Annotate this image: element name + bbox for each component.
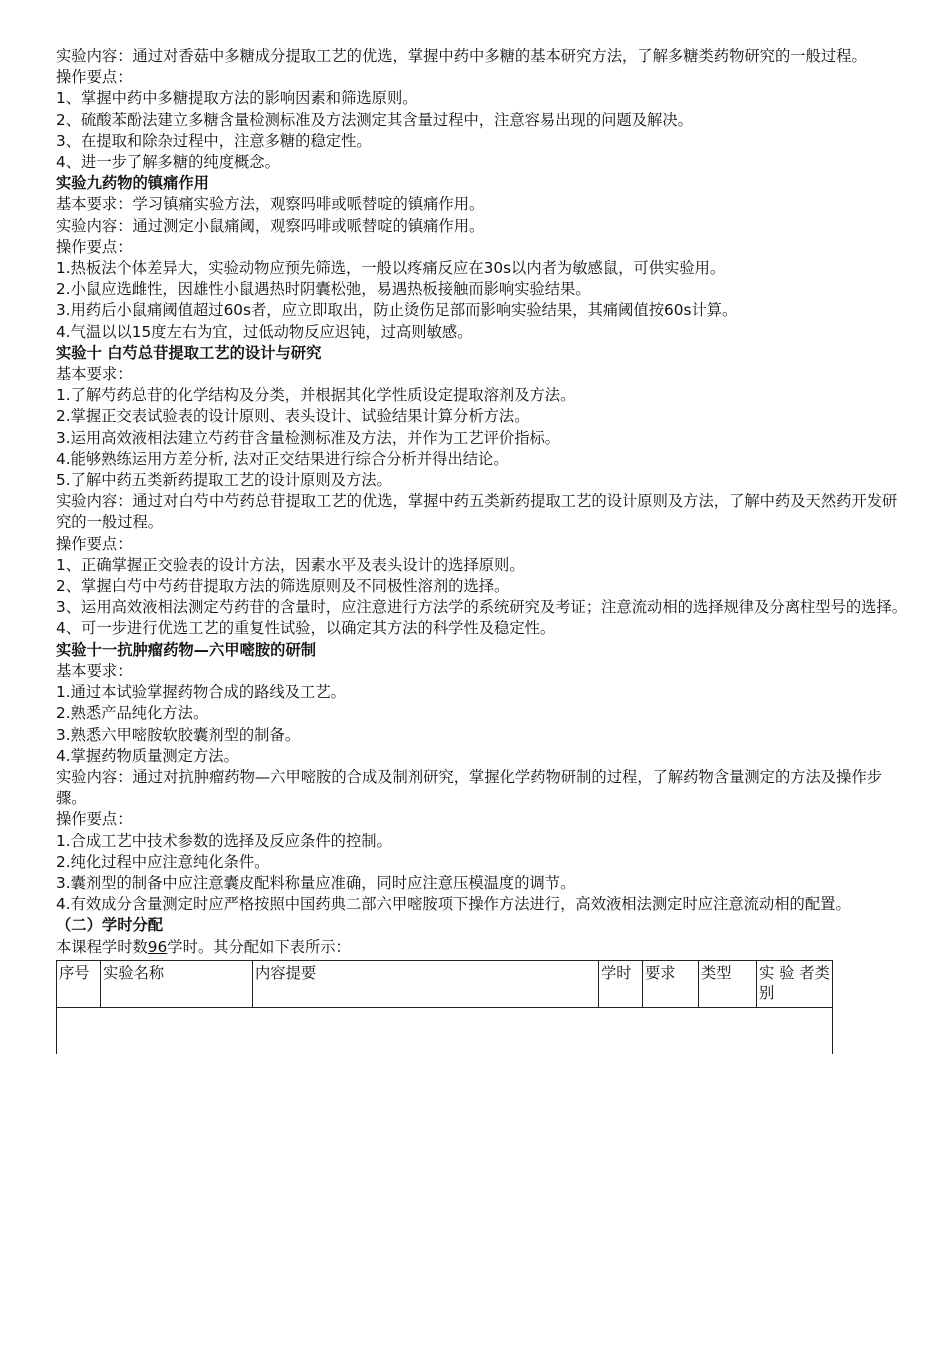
paragraph: 4、进一步了解多糖的纯度概念。 bbox=[56, 153, 280, 172]
paragraph: 1、掌握中药中多糖提取方法的影响因素和筛选原则。 bbox=[56, 89, 418, 108]
col-header-hours: 学时 bbox=[599, 960, 643, 1007]
document-body bbox=[56, 46, 908, 1054]
paragraph: 1.合成工艺中技术参数的选择及反应条件的控制。 bbox=[56, 831, 392, 850]
paragraph: 2.掌握正交表试验表的设计原则、表头设计、试验结果计算分析方法。 bbox=[56, 407, 530, 426]
table-cell-empty bbox=[57, 1007, 833, 1054]
paragraph: 1、正确掌握正交验表的设计方法，因素水平及表头设计的选择原则。 bbox=[56, 555, 525, 574]
hours-line bbox=[56, 937, 908, 958]
paragraph: 2.纯化过程中应注意纯化条件。 bbox=[56, 852, 270, 871]
paragraph: 1.通过本试验掌握药物合成的路线及工艺。 bbox=[56, 683, 346, 702]
paragraph: 4.掌握药物质量测定方法。 bbox=[56, 746, 239, 765]
paragraph: 3.熟悉六甲嘧胺软胶囊剂型的制备。 bbox=[56, 725, 301, 744]
paragraph: 基本要求： bbox=[56, 661, 133, 680]
paragraph: 基本要求： bbox=[56, 365, 133, 384]
table-header-row bbox=[57, 960, 833, 1007]
paragraph: 3.用药后小鼠痛阈值超过60s者，应立即取出，防止烫伤足部而影响实验结果，其痛阈值按60s计算。 bbox=[56, 301, 738, 320]
paragraph: 操作要点： bbox=[56, 237, 133, 256]
section-heading: 实验十一抗肿瘤药物—六甲嘧胺的研制 bbox=[56, 640, 317, 659]
hours-line-before: 本课程学时数 bbox=[56, 937, 148, 956]
col-header-requirement: 要求 bbox=[643, 960, 699, 1007]
paragraph: 实验内容：通过对白芍中芍药总苷提取工艺的优选，掌握中药五类新药提取工艺的设计原则及方法，了解中药及天然药开发研究的一般过程。 bbox=[56, 492, 898, 532]
paragraph: 3、运用高效液相法测定芍药苷的含量时，应注意进行方法学的系统研究及考证；注意流动相的选择规律及分离柱型号的选择。 bbox=[56, 598, 908, 617]
hours-value: 96 bbox=[147, 937, 168, 956]
paragraph: 4.有效成分含量测定时应严格按照中国药典二部六甲嘧胺项下操作方法进行，高效液相法测定时应注意流动相的配置。 bbox=[56, 895, 851, 914]
paragraph: 2、硫酸苯酚法建立多糖含量检测标准及方法测定其含量过程中，注意容易出现的问题及解决。 bbox=[56, 110, 693, 129]
paragraph: 1.热板法个体差异大，实验动物应预先筛选，一般以疼痛反应在30s以内者为敏感鼠，可供实验用。 bbox=[56, 259, 726, 278]
section-heading: 实验十 白芍总苷提取工艺的设计与研究 bbox=[56, 343, 322, 362]
paragraph: 3.囊剂型的制备中应注意囊皮配料称量应准确，同时应注意压模温度的调节。 bbox=[56, 873, 576, 892]
paragraph: 1.了解芍药总苷的化学结构及分类，并根据其化学性质设定提取溶剂及方法。 bbox=[56, 386, 576, 405]
hours-allocation-table bbox=[56, 960, 833, 1054]
paragraph: 3、在提取和除杂过程中，注意多糖的稳定性。 bbox=[56, 131, 372, 150]
paragraph: 2、掌握白芍中芍药苷提取方法的筛选原则及不同极性溶剂的选择。 bbox=[56, 577, 510, 596]
paragraph: 基本要求：学习镇痛实验方法，观察吗啡或哌替啶的镇痛作用。 bbox=[56, 195, 485, 214]
paragraph: 3.运用高效液相法建立芍药苷含量检测标准及方法，并作为工艺评价指标。 bbox=[56, 428, 561, 447]
table-row bbox=[57, 1007, 833, 1054]
paragraph: 实验内容：通过测定小鼠痛阈，观察吗啡或哌替啶的镇痛作用。 bbox=[56, 216, 485, 235]
paragraph: 4.气温以以15度左右为宜，过低动物反应迟钝，过高则敏感。 bbox=[56, 322, 473, 341]
paragraph: 2.熟悉产品纯化方法。 bbox=[56, 704, 209, 723]
section-heading: 实验九药物的镇痛作用 bbox=[56, 174, 209, 193]
paragraph: 操作要点： bbox=[56, 810, 133, 829]
paragraph-list bbox=[56, 46, 908, 937]
hours-line-after: 学时。其分配如下表所示： bbox=[167, 937, 351, 956]
section-heading: （二）学时分配 bbox=[56, 916, 164, 935]
paragraph: 4.能够熟练运用方差分析, 法对正交结果进行综合分析并得出结论。 bbox=[56, 449, 509, 468]
paragraph: 操作要点： bbox=[56, 534, 133, 553]
paragraph: 操作要点： bbox=[56, 68, 133, 87]
col-header-type: 类型 bbox=[699, 960, 757, 1007]
paragraph: 实验内容：通过对香菇中多糖成分提取工艺的优选，掌握中药中多糖的基本研究方法，了解多糖类药物研究的一般过程。 bbox=[56, 47, 867, 65]
col-header-name: 实验名称 bbox=[101, 960, 253, 1007]
paragraph: 2.小鼠应选雌性，因雄性小鼠遇热时阴囊松弛，易遇热板接触而影响实验结果。 bbox=[56, 280, 591, 299]
col-header-experimenter: 实 验 者类别 bbox=[757, 960, 833, 1007]
col-header-index: 序号 bbox=[57, 960, 101, 1007]
col-header-summary: 内容提要 bbox=[253, 960, 599, 1007]
paragraph: 实验内容：通过对抗肿瘤药物—六甲嘧胺的合成及制剂研究，掌握化学药物研制的过程，了解药物含量测定的方法及操作步骤。 bbox=[56, 767, 883, 808]
paragraph: 4、可一步进行优选工艺的重复性试验，以确定其方法的科学性及稳定性。 bbox=[56, 619, 556, 638]
paragraph: 5.了解中药五类新药提取工艺的设计原则及方法。 bbox=[56, 471, 392, 490]
